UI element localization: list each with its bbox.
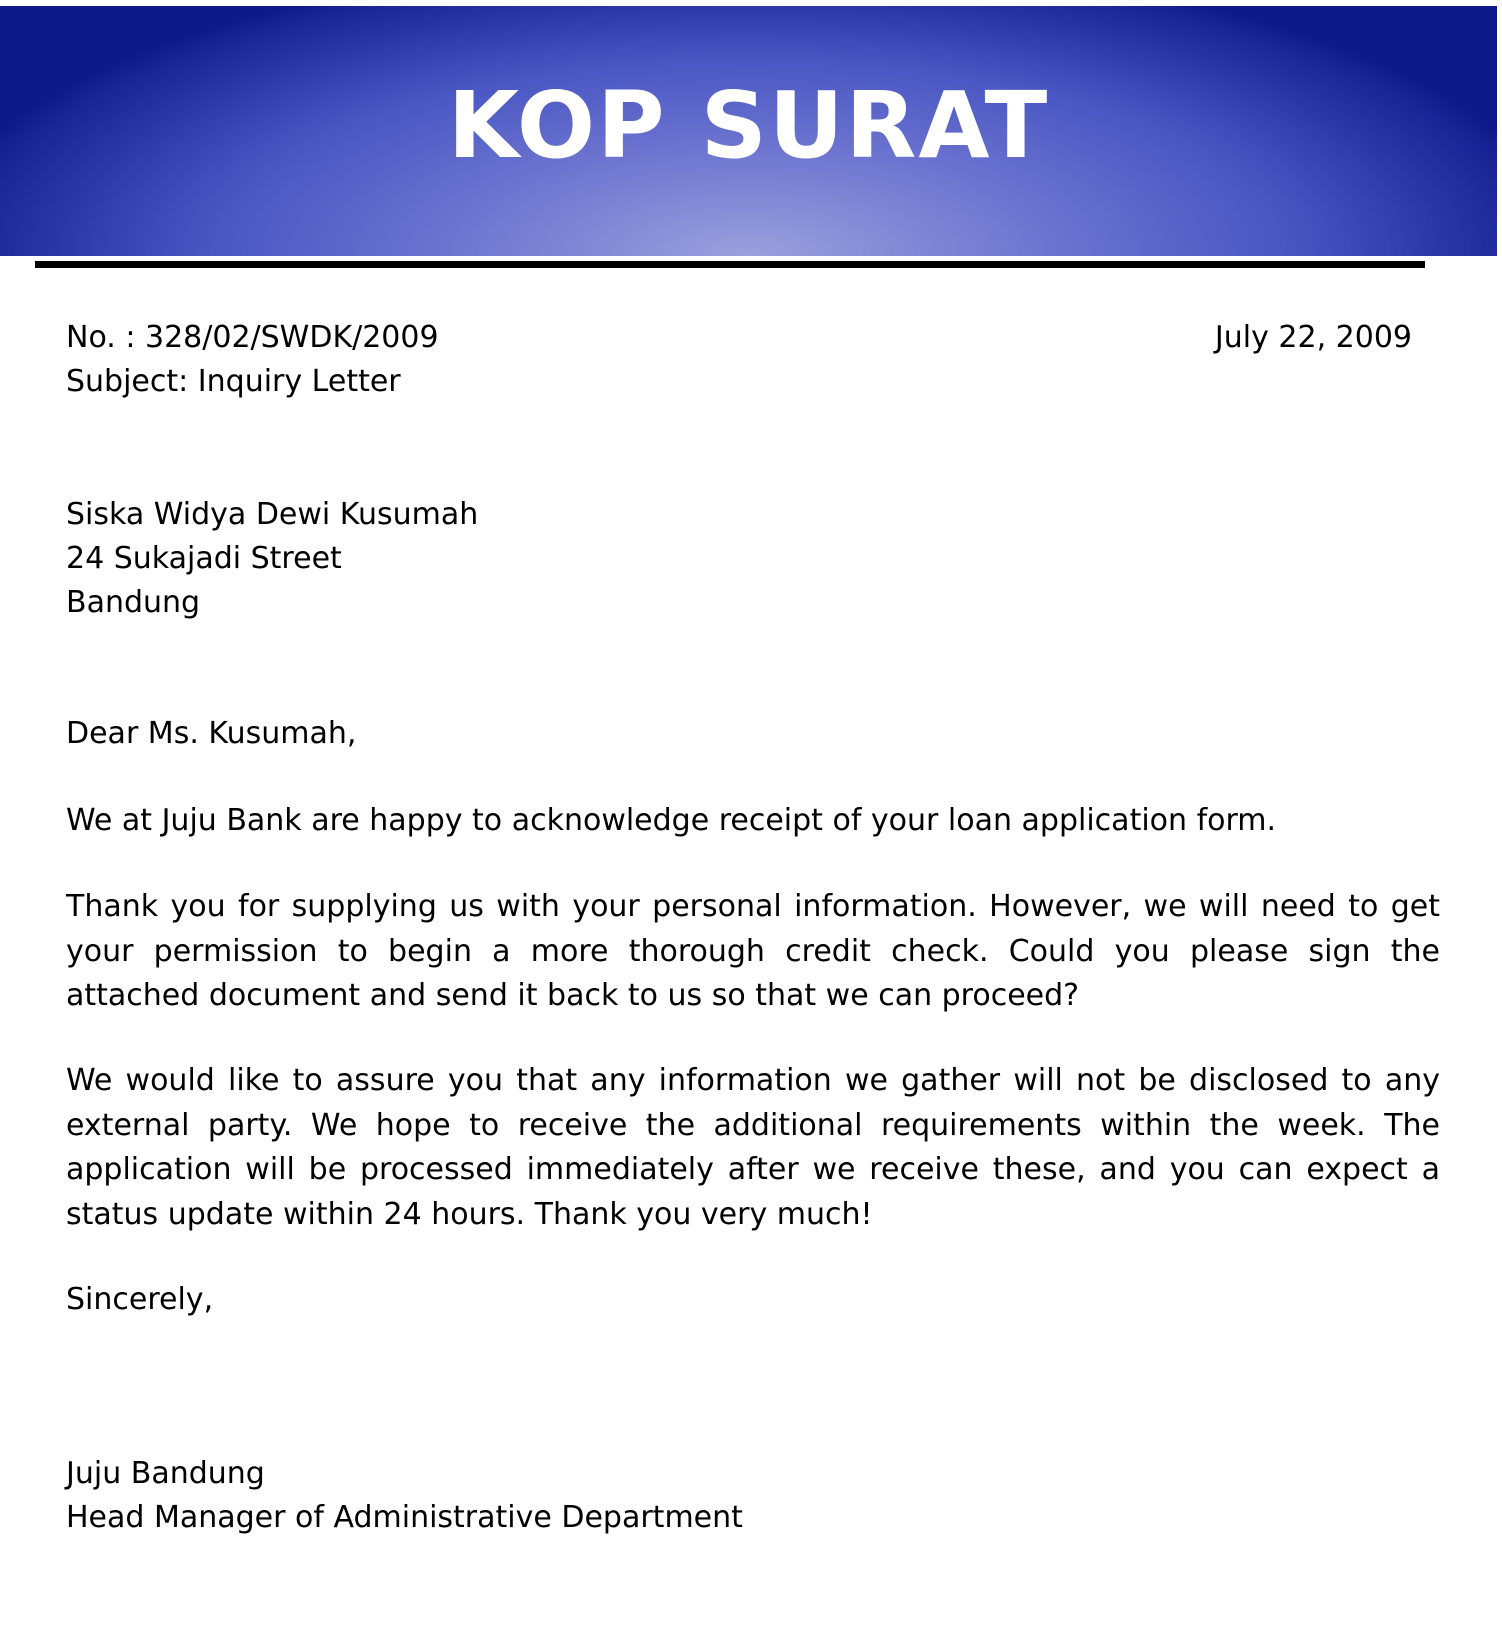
salutation: Dear Ms. Kusumah, bbox=[66, 716, 357, 751]
header-divider bbox=[35, 261, 1425, 268]
recipient-city: Bandung bbox=[66, 585, 201, 620]
letter-subject: Subject: Inquiry Letter bbox=[66, 364, 401, 399]
paragraph-2: Thank you for supplying us with your personal information. However, we will need to get your permission to begin a more thorough credit check. Could you please sign the attached document and send it back to us so that we can proceed? bbox=[66, 889, 1440, 1013]
closing: Sincerely, bbox=[66, 1282, 214, 1317]
recipient-street: 24 Sukajadi Street bbox=[66, 541, 342, 576]
letterhead-banner bbox=[0, 6, 1497, 256]
letter-date: July 22, 2009 bbox=[1214, 320, 1412, 355]
signatory-title: Head Manager of Administrative Department bbox=[66, 1500, 743, 1535]
paragraph-1: We at Juju Bank are happy to acknowledge receipt of your loan application form. bbox=[66, 803, 1277, 838]
recipient-name: Siska Widya Dewi Kusumah bbox=[66, 497, 479, 532]
signatory-name: Juju Bandung bbox=[66, 1456, 265, 1491]
paragraph-3: We would like to assure you that any information we gather will not be disclosed to any external party. We hope to receive the additional requirements within the week. The application will be processed immediately after we receive these, and you can expect a status update within 24 hours. Thank you very much! bbox=[66, 1063, 1440, 1232]
letterhead-title: KOP SURAT bbox=[447, 71, 1050, 179]
letter-number: No. : 328/02/SWDK/2009 bbox=[66, 320, 439, 355]
